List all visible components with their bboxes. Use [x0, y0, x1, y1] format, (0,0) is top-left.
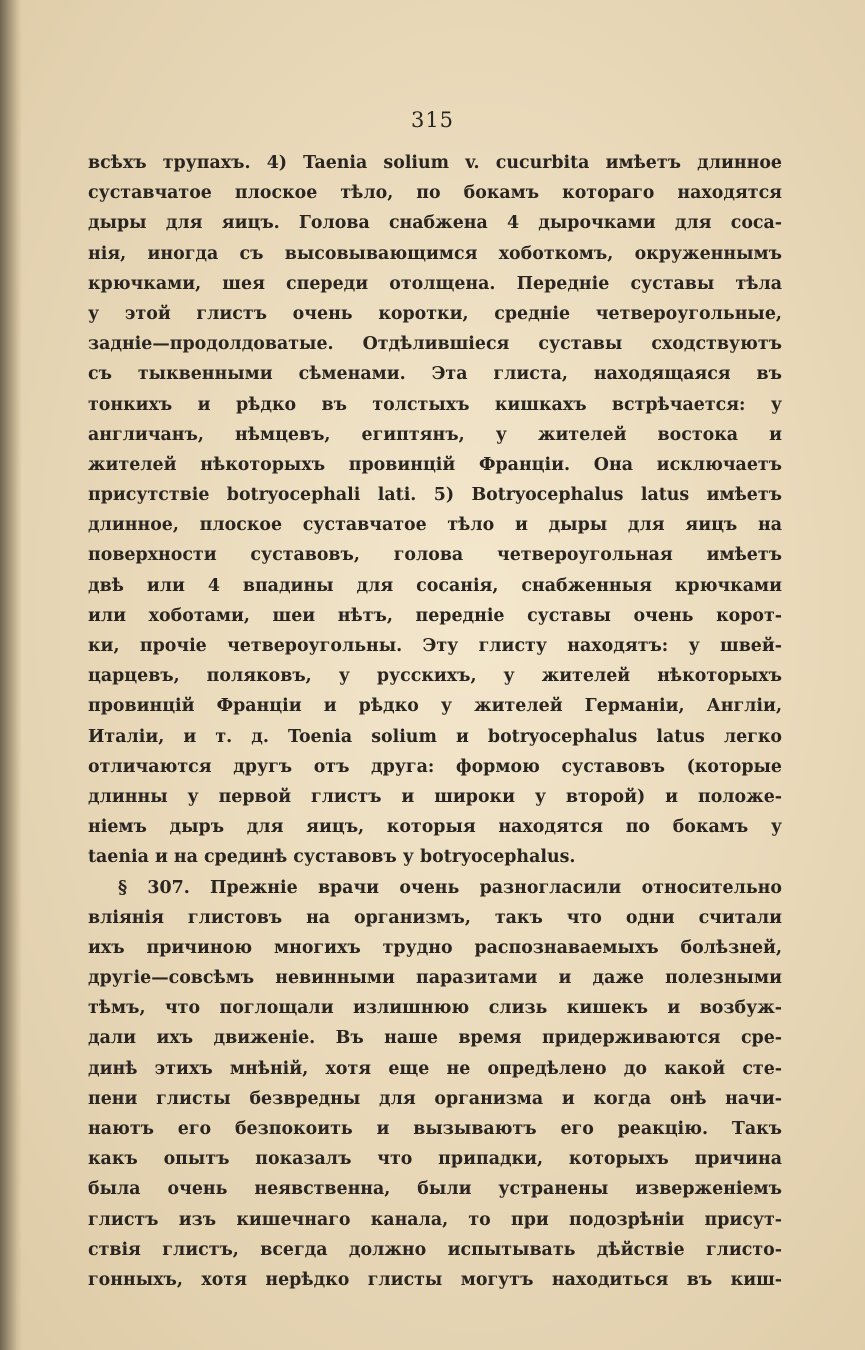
text-line: вліянія глистовъ на организмъ, такъ что одни считали — [88, 907, 782, 928]
text-line: крючками, шея спереди отолщена. Передніе суставы тѣла — [88, 273, 782, 294]
text-line: длинны у первой глистъ и широки у второй) и положе- — [88, 786, 782, 807]
text-line: царцевъ, поляковъ, у русскихъ, у жителей нѣкоторыхъ — [88, 666, 782, 687]
text-line: taenia и на срединѣ суставовъ у botryocephalus. — [88, 847, 576, 868]
text-line: отличаются другъ отъ друга: формою суставовъ (которые — [88, 756, 782, 777]
text-line: длинное, плоское суставчатое тѣло и дыры для яицъ на — [88, 515, 782, 536]
page-number: 315 — [410, 108, 455, 132]
text-line: или хоботами, шеи нѣтъ, передніе суставы очень корот- — [88, 605, 782, 626]
text-line: наютъ его безпокоить и вызываютъ его реакцію. Такъ — [88, 1119, 782, 1139]
text-line: была очень неявственна, были устранены изверженіемъ — [88, 1179, 782, 1200]
text-line: задніе—продолдоватые. Отдѣлившіеся суставы сходствуютъ — [88, 334, 782, 355]
text-line: ки, прочіе четвероугольны. Эту глисту находятъ: у швей- — [88, 636, 782, 656]
text-line: гонныхъ, хотя нерѣдко глисты могутъ находиться въ киш- — [88, 1269, 782, 1290]
text-line: тонкихъ и рѣдко въ толстыхъ кишкахъ встрѣчается: у — [88, 394, 782, 415]
text-line: динѣ этихъ мнѣній, хотя еще не опредѣлено до какой сте- — [88, 1058, 782, 1079]
text-line: § 307. Прежніе врачи очень разногласили относительно — [118, 877, 782, 898]
text-line: ихъ причиною многихъ трудно распознаваемыхъ болѣзней, — [88, 937, 782, 958]
text-line: пени глисты безвредны для организма и когда онѣ начи- — [88, 1088, 782, 1109]
text-line: какъ опытъ показалъ что припадки, которыхъ причина — [88, 1149, 782, 1170]
book-spine-shadow — [0, 0, 22, 1350]
text-line: съ тыквенными сѣменами. Эта глиста, находящаяся въ — [88, 364, 782, 385]
body-text — [88, 148, 782, 1295]
text-line: ніемъ дыръ для яицъ, которыя находятся по бокамъ у — [88, 817, 782, 838]
text-line: двѣ или 4 впадины для сосанія, снабженныя крючками — [88, 575, 782, 596]
text-line: ствія глистъ, всегда должно испытывать дѣйствіе глисто- — [88, 1239, 782, 1260]
text-line: всѣхъ трупахъ. 4) Taenia solium v. cucurbita имѣетъ длинное — [88, 153, 782, 173]
text-line: дали ихъ движеніе. Въ наше время придерживаются сре- — [88, 1028, 782, 1049]
text-line: присутствіе botryocephali lati. 5) Botryocephalus latus имѣетъ — [88, 485, 782, 506]
text-line: жителей нѣкоторыхъ провинцій Франціи. Она исключаетъ — [88, 454, 782, 475]
text-line: нія, иногда съ высовывающимся хоботкомъ, окруженнымъ — [88, 243, 782, 264]
text-line: другіе—совсѣмъ невинными паразитами и даже полезными — [88, 968, 782, 989]
text-line: дыры для яицъ. Голова снабжена 4 дырочками для соса- — [88, 213, 782, 234]
text-line: глистъ изъ кишечнаго канала, то при подозрѣніи присут- — [88, 1209, 782, 1230]
text-line: суставчатое плоское тѣло, по бокамъ котораго находятся — [88, 183, 782, 204]
text-line: поверхности суставовъ, голова четвероугольная имѣетъ — [88, 545, 782, 566]
text-line: у этой глистъ очень коротки, средніе четвероугольные, — [88, 303, 782, 324]
text-line: Италіи, и т. д. Toenia solium и botryocephalus latus легко — [88, 726, 782, 747]
text-line: провинцій Франціи и рѣдко у жителей Германіи, Англіи, — [88, 696, 782, 717]
text-line: тѣмъ, что поглощали излишнюю слизь кишекъ и возбуж- — [88, 998, 782, 1019]
text-line: англичанъ, нѣмцевъ, египтянъ, у жителей востока и — [88, 424, 782, 445]
